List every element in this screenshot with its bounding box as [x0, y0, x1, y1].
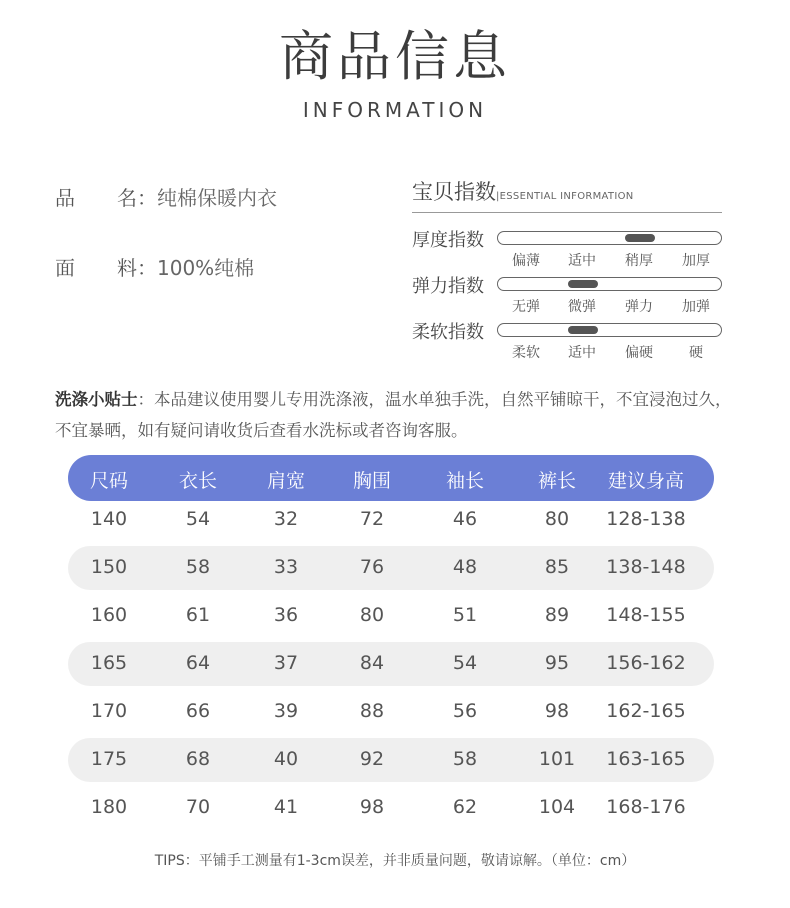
table-cell: 76 [359, 556, 385, 578]
table-cell: 72 [359, 508, 385, 530]
index-option-label: 加弹 [682, 299, 710, 315]
index-option-label: 偏薄 [512, 253, 540, 269]
table-cell: 64 [185, 652, 211, 674]
index-slider-track [497, 231, 722, 245]
product-name-value: 纯棉保暖内衣 [157, 186, 277, 210]
table-header-cell: 建议身高 [607, 470, 684, 492]
fabric-label-a: 面 [55, 256, 75, 280]
wash-tips-label: 洗涤小贴士 [55, 390, 138, 409]
table-cell: 80 [359, 604, 385, 626]
fabric-value: 100%纯棉 [157, 256, 255, 280]
index-option-label: 适中 [568, 345, 596, 361]
table-cell: 160 [90, 604, 128, 626]
table-cell: 32 [273, 508, 299, 530]
footer-tips: TIPS：平铺手工测量有1-3cm误差，并非质量问题，敬请谅解。（单位：cm） [154, 853, 636, 869]
table-cell: 39 [273, 700, 299, 722]
table-cell: 61 [185, 604, 211, 626]
index-label: 厚度指数 [412, 230, 484, 251]
index-section-title: 宝贝指数 [412, 180, 496, 204]
table-cell: 98 [359, 796, 385, 818]
page-title: 商品信息 [279, 25, 511, 88]
index-section-title-en: |ESSENTIAL INFORMATION [496, 191, 634, 202]
table-header-cell: 胸围 [352, 470, 391, 492]
table-cell: 89 [544, 604, 570, 626]
table-cell: 54 [452, 652, 478, 674]
fabric-label-b: 料： [117, 256, 157, 280]
table-cell: 36 [273, 604, 299, 626]
table-header-cell: 袖长 [445, 470, 484, 492]
table-cell: 68 [185, 748, 211, 770]
table-cell: 168-176 [606, 796, 686, 818]
table-header-cell: 尺码 [89, 470, 128, 492]
index-option-label: 柔软 [512, 345, 540, 361]
index-slider-track [497, 277, 722, 291]
fabric-row [55, 252, 254, 281]
table-cell: 148-155 [606, 604, 686, 626]
table-cell: 85 [544, 556, 570, 578]
product-name-row [55, 182, 277, 211]
table-cell: 80 [544, 508, 570, 530]
index-slider-knob [568, 280, 598, 288]
table-cell: 70 [185, 796, 211, 818]
table-cell: 88 [359, 700, 385, 722]
wash-tips [55, 384, 735, 446]
table-header-cell: 衣长 [178, 470, 217, 492]
table-cell: 162-165 [606, 700, 686, 722]
table-cell: 95 [544, 652, 570, 674]
index-option-label: 硬 [689, 345, 703, 361]
table-cell: 41 [273, 796, 299, 818]
index-label: 弹力指数 [412, 276, 484, 297]
table-cell: 138-148 [606, 556, 686, 578]
table-header-cell: 肩宽 [266, 470, 305, 492]
table-cell: 33 [273, 556, 299, 578]
product-name-label-a: 品 [55, 186, 75, 210]
table-cell: 98 [544, 700, 570, 722]
index-option-label: 适中 [568, 253, 596, 269]
index-option-label: 弹力 [625, 299, 653, 315]
table-cell: 48 [452, 556, 478, 578]
index-option-label: 偏硬 [625, 345, 653, 361]
table-cell: 62 [452, 796, 478, 818]
index-slider-knob [568, 326, 598, 334]
table-cell: 170 [90, 700, 128, 722]
table-cell: 58 [452, 748, 478, 770]
page-subtitle: INFORMATION [302, 98, 488, 122]
table-cell: 51 [452, 604, 478, 626]
wash-tips-text: ：本品建议使用婴儿专用洗涤液，温水单独手洗，自然平铺晾干，不宜浸泡过久，不宜暴晒，如有疑问请收货后查看水洗标或者咨询客服。 [55, 390, 732, 440]
index-option-label: 稍厚 [625, 253, 653, 269]
table-cell: 163-165 [606, 748, 686, 770]
size-table-header [68, 455, 714, 501]
table-cell: 101 [538, 748, 576, 770]
table-cell: 175 [90, 748, 128, 770]
table-cell: 150 [90, 556, 128, 578]
table-cell: 104 [538, 796, 576, 818]
table-cell: 165 [90, 652, 128, 674]
table-cell: 37 [273, 652, 299, 674]
table-cell: 58 [185, 556, 211, 578]
index-label: 柔软指数 [412, 322, 484, 343]
index-slider-knob [625, 234, 655, 242]
index-option-label: 微弹 [568, 299, 596, 315]
table-cell: 54 [185, 508, 211, 530]
table-cell: 156-162 [606, 652, 686, 674]
table-cell: 180 [90, 796, 128, 818]
table-cell: 128-138 [606, 508, 686, 530]
table-cell: 46 [452, 508, 478, 530]
index-section-header [412, 176, 722, 213]
table-cell: 140 [90, 508, 128, 530]
table-cell: 40 [273, 748, 299, 770]
table-cell: 84 [359, 652, 385, 674]
product-name-label-b: 名： [117, 186, 157, 210]
table-cell: 56 [452, 700, 478, 722]
table-header-cell: 裤长 [537, 470, 576, 492]
table-cell: 66 [185, 700, 211, 722]
index-slider-track [497, 323, 722, 337]
table-cell: 92 [359, 748, 385, 770]
index-option-label: 无弹 [512, 299, 540, 315]
index-option-label: 加厚 [682, 253, 710, 269]
